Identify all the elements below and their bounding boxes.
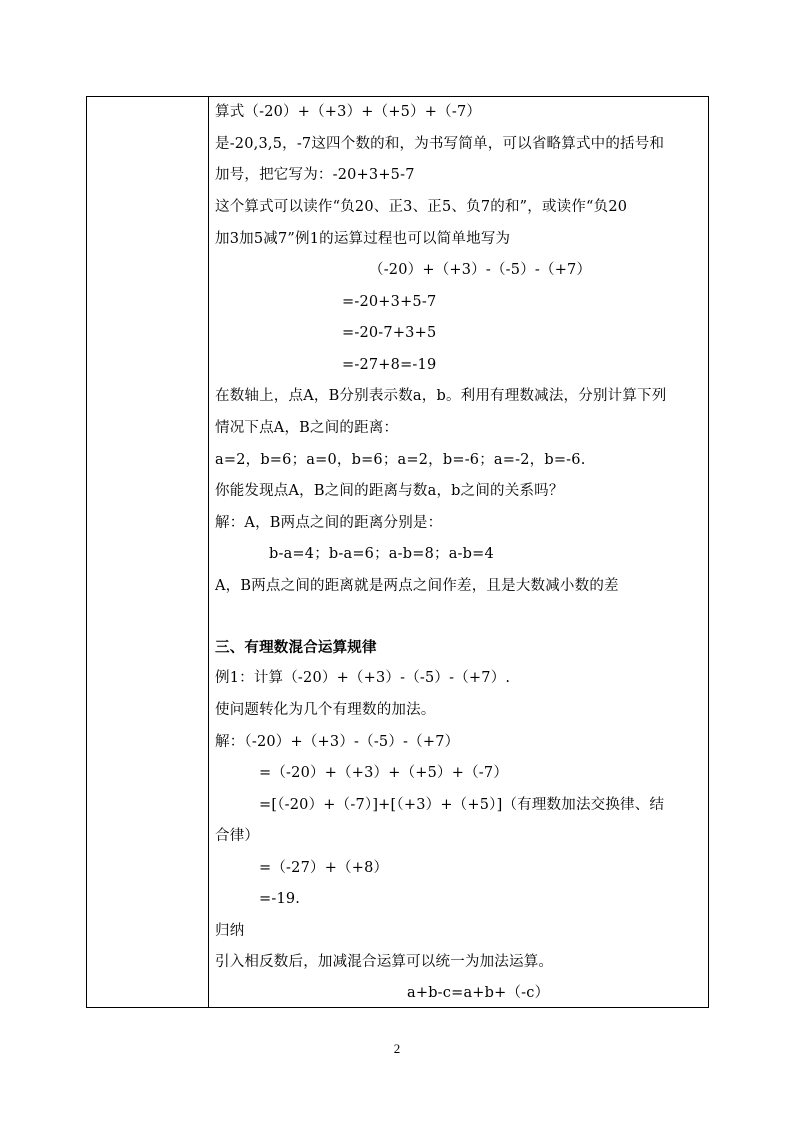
text-line: 在数轴上，点A，B分别表示数a，b。利用有理数减法，分别计算下列 (215, 388, 667, 404)
text-line: a=2，b=6；a=0，b=6；a=2，b=-6；a=-2，b=-6. (215, 452, 586, 468)
section-heading: 三、有理数混合运算规律 (215, 640, 377, 656)
formula-line: a+b-c=a+b+（-c） (407, 985, 550, 1001)
text-line: 合律） (215, 828, 260, 844)
formula-line: =-27+8=-19 (342, 357, 437, 373)
text-line: 归纳 (215, 923, 245, 939)
text-line: 解：A，B两点之间的距离分别是： (215, 515, 443, 531)
text-line: 解：（-20）+（+3）-（-5）-（+7） (215, 734, 460, 750)
text-line: 情况下点A，B之间的距离： (215, 420, 399, 436)
column-divider (208, 97, 209, 1007)
formula-line: =-20-7+3+5 (342, 325, 437, 341)
text-line: 加3加5减7”例1的运算过程也可以简单地写为 (215, 231, 511, 247)
text-line: 例1：计算（-20）+（+3）-（-5）-（+7）. (215, 670, 511, 686)
text-line: 加号，把它写为：-20+3+5-7 (215, 167, 415, 183)
page-number: 2 (393, 1041, 401, 1056)
formula-line: =[（-20）+（-7）]+[（+3）+（+5）]（有理数加法交换律、结 (259, 797, 665, 813)
text-line: A，B两点之间的距离就是两点之间作差，且是大数减小数的差 (215, 578, 619, 594)
text-line: 你能发现点A，B之间的距离与数a，b之间的关系吗？ (215, 483, 564, 499)
text-line: 是-20,3,5，-7这四个数的和，为书写简单，可以省略算式中的括号和 (215, 136, 665, 152)
formula-line: =-20+3+5-7 (342, 294, 437, 310)
formula-line: =-19. (259, 891, 301, 907)
formula-line: b-a=4；b-a=6；a-b=8；a-b=4 (269, 546, 494, 562)
formula-line: =（-27）+（+8） (259, 860, 389, 876)
text-line: 这个算式可以读作“负20、正3、正5、负7的和”，或读作“负20 (215, 199, 628, 215)
text-line: 算式（-20）+（+3）+（+5）+（-7） (215, 104, 482, 120)
text-line: 使问题转化为几个有理数的加法。 (215, 702, 436, 718)
formula-line: （-20）+（+3）-（-5）-（+7） (369, 262, 592, 278)
formula-line: =（-20）+（+3）+（+5）+（-7） (259, 765, 509, 781)
text-line: 引入相反数后，加减混合运算可以统一为加法运算。 (215, 954, 554, 970)
